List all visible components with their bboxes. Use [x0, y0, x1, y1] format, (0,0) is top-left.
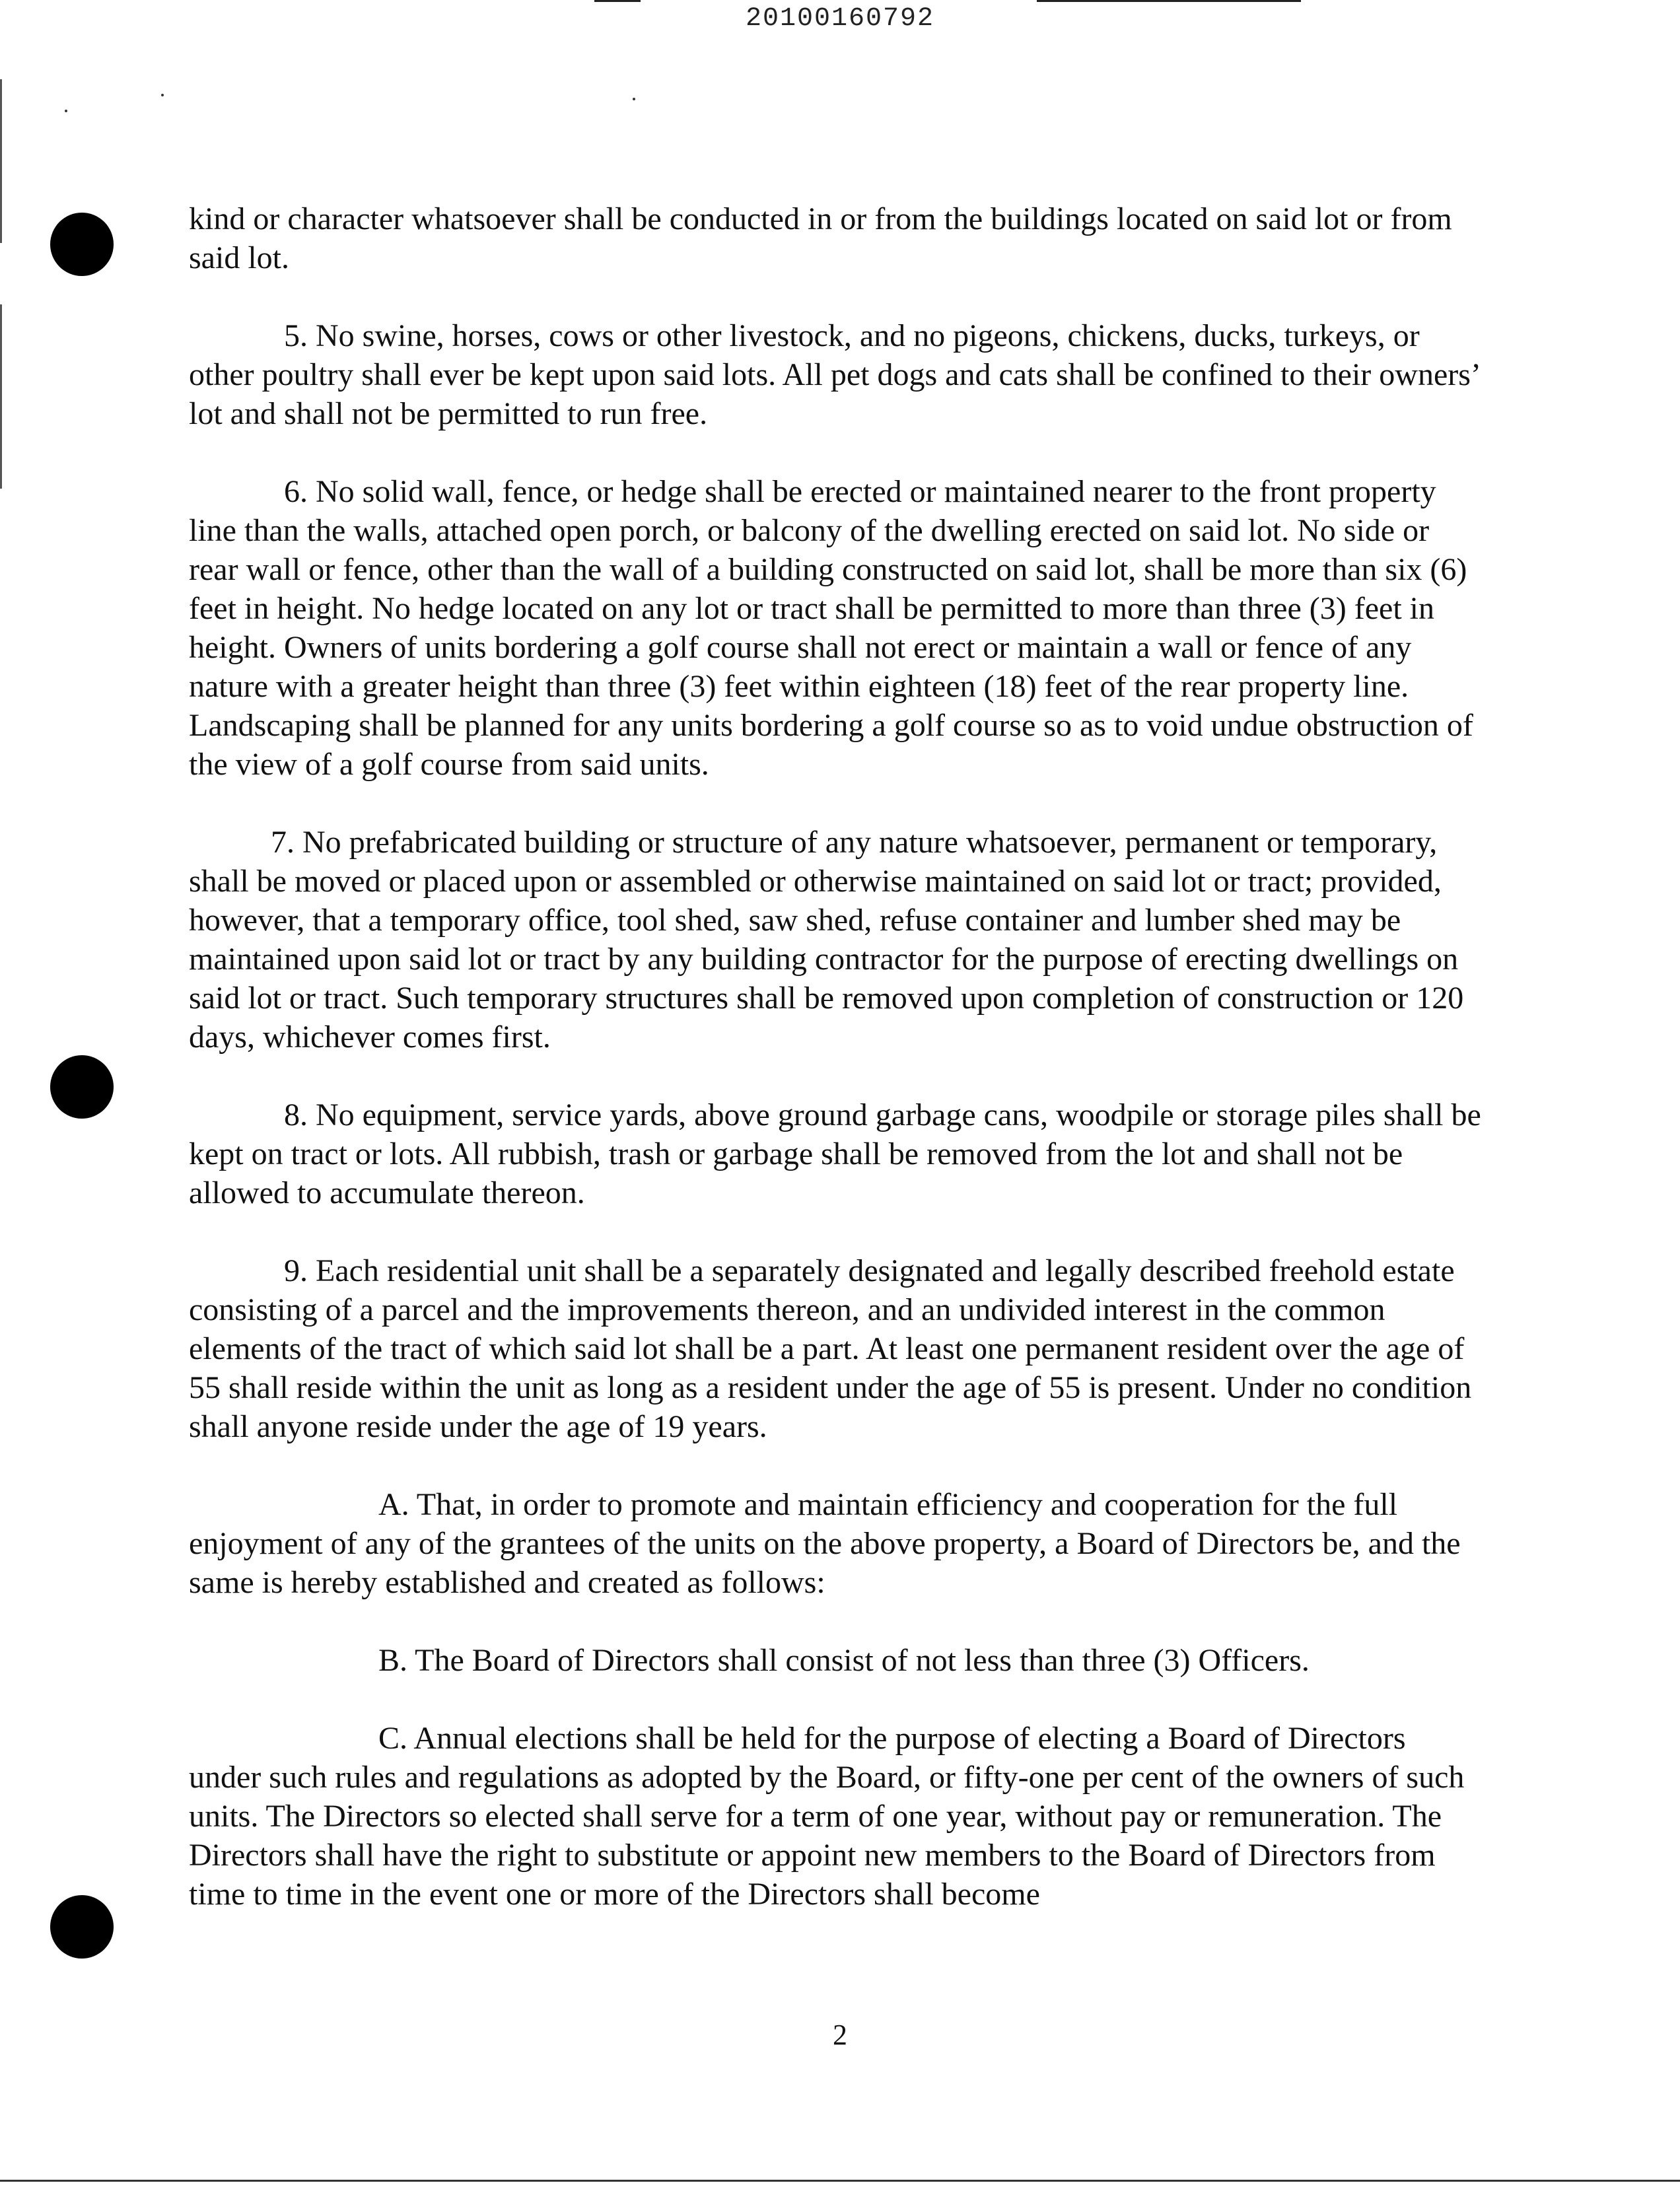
paragraph-item-9b: B. The Board of Directors shall consist of not less than three (3) Officers. — [378, 1643, 1310, 1678]
top-rule-left — [594, 0, 641, 2]
paragraph-item-7: 7. No prefabricated building or structure of any nature whatsoever, permanent or temporary, shall be moved or placed upon or assembled or otherwise maintained on said lot or tract; provided, however, that a temporary office, tool shed, saw shed, refuse container and lumber shed may be maintained upon said lot or tract by any building contractor for the purpose of erecting dwellings on said lot or tract. Such temporary structures shall be removed upon completion of construction or 120 days, whichever comes first. — [189, 825, 1464, 1055]
punch-hole — [50, 1055, 114, 1119]
top-rule-right — [1037, 0, 1301, 2]
scan-speck — [633, 98, 635, 100]
paragraph-item-9c: C. Annual elections shall be held for the purpose of electing a Board of Directors under such rules and regulations as adopted by the Board, or fifty-one per cent of the owners of such units. The Directors so elected shall serve for a term of one year, without pay or remuneration. The Directors shall have the right to substitute or appoint new members to the Board of Directors from time to time in the event one or more of the Directors shall become — [189, 1721, 1465, 1912]
paragraph-item-9a: A. That, in order to promote and maintain efficiency and cooperation for the full enjoyment of any of the grantees of the units on the above property, a Board of Directors be, and the same is hereby established and created as follows: — [189, 1487, 1461, 1600]
paragraph-continuation: kind or character whatsoever shall be conducted in or from the buildings located on said lot or from said lot. — [189, 201, 1452, 275]
paragraph-item-9: 9. Each residential unit shall be a separately designated and legally described freehold estate consisting of a parcel and the improvements thereon, and an undivided interest in the common elements of the tract of which said lot shall be a part. At least one permanent resident over the age of 55 shall reside within the unit as long as a resident under the age of 55 is present. Under no condition shall anyone reside under the age of 19 years. — [189, 1253, 1472, 1444]
paragraph-item-8: 8. No equipment, service yards, above ground garbage cans, woodpile or storage piles shall be kept on tract or lots. All rubbish, trash or garbage shall be removed from the lot and shall not be allowed to accumulate thereon. — [189, 1097, 1481, 1210]
paragraph-item-5: 5. No swine, horses, cows or other livestock, and no pigeons, chickens, ducks, turkeys, or other poultry shall ever be kept upon said lots. All pet dogs and cats shall be confined to their owners’ lot and shall not be permitted to run free. — [189, 318, 1479, 431]
document-body — [189, 199, 1483, 1914]
document-number: 20100160792 — [745, 4, 935, 34]
page-number: 2 — [833, 2019, 847, 2051]
scan-bottom-edge — [0, 2180, 1680, 2182]
scan-speck — [161, 94, 164, 96]
scan-left-edge — [0, 79, 2, 2126]
punch-hole — [50, 1895, 114, 1959]
paragraph-item-6: 6. No solid wall, fence, or hedge shall be erected or maintained nearer to the front property line than the walls, attached open porch, or balcony of the dwelling erected on said lot. No side or rear wall or fence, other than the wall of a building constructed on said lot, shall be more than six (6) feet in height. No hedge located on any lot or tract shall be permitted to more than three (3) feet in height. Owners of units bordering a golf course shall not erect or maintain a wall or fence of any nature with a greater height than three (3) feet within eighteen (18) feet of the rear property line. Landscaping shall be planned for any units bordering a golf course so as to void undue obstruction of the view of a golf course from said units. — [189, 474, 1473, 782]
punch-hole — [50, 213, 114, 276]
scan-speck — [65, 110, 67, 112]
